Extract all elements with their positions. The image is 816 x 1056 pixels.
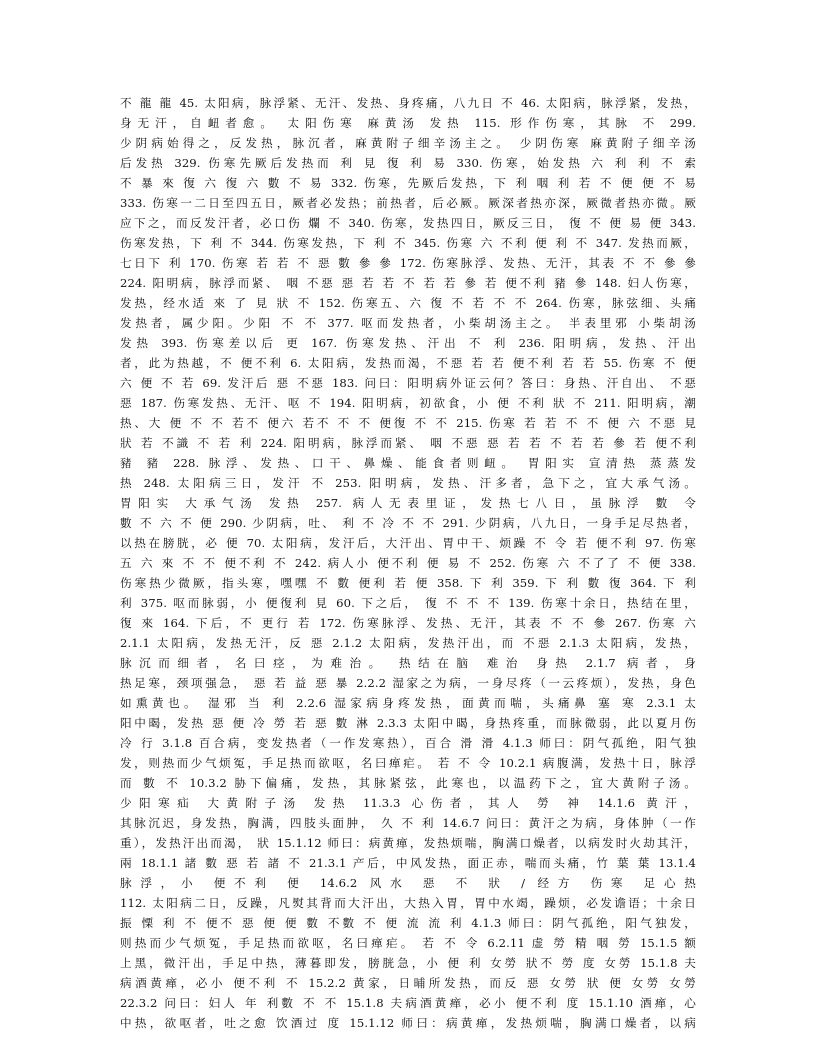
text-line: 则热而少气烦冤，手足热而欲呕，名曰瘅疟。 若 不 令 6.2.11 虚 勞 精 咽 勞 15.1.5 额: [120, 936, 696, 950]
text-line: 少阴病始得之，反发热，脉沉者，麻黄附子细辛汤主之。 少阴伤寒 麻黄附子细辛汤: [120, 136, 696, 150]
text-line: 22.3.2 问曰：妇人 年 利數 不 不 15.1.8 夫病酒黄瘅，必小 便不利 度 15.1.10 酒瘅，心: [120, 996, 696, 1010]
text-line: 不 龍 龍 45. 太阳病，脉浮紧、无汗、发热、身疼痛，八九日 不 46. 太阳病，脉浮紧，发热，: [120, 96, 696, 110]
text-line: 脉浮，小 便不利 便 14.6.2 风水 惡 不 狀 / 经方 伤寒 足心热: [120, 876, 696, 890]
text-line: 中热，欲呕者，吐之愈 饮酒过 度 15.1.12 师曰：病黄瘅，发热烦喘，胸满口燥者，以病: [120, 1016, 696, 1030]
text-line: 重），发热汗出而渴， 狀 15.1.12 师曰：病黄瘅，发热烦喘，胸满口燥者，以病发时火劫其汗，: [120, 836, 696, 850]
text-line: 胃阳实 大承气汤 发热 257. 病人无表里证，发热七八日，虽脉浮 數 令: [120, 496, 696, 510]
text-line: 热、大 便 不 不 若不 便六 若不 不 不 便復 不 不 215. 伤寒 若 若 不 不 便 六 不惡 見: [120, 416, 696, 430]
text-line: 而 數 不 10.3.2 胁下偏痛，发热，其脉紧弦，此寒也，以温药下之，宜大黄附子汤。: [120, 776, 696, 790]
text-line: 发热 393. 伤寒差以后 更 167. 伤寒发热、汗出 不 利 236. 阳明病，发热、汗出: [120, 336, 696, 350]
text-line: 豬 豬 228. 脉浮、发热、口干、鼻燥、能食者则衄。 胃阳实 宣清热 蒸蒸发: [120, 456, 696, 470]
document-page: [120, 93, 696, 1033]
text-line: 身无汗，自衄者愈。 太阳伤寒 麻黄汤 发热 115. 形作伤寒，其脉 不 299.: [120, 116, 696, 130]
text-line: 发，则热而少气烦冤，手足热而欲呕，名曰瘅疟。 若 不 令 10.2.1 病腹满，发热十日，脉浮: [120, 756, 696, 770]
text-line: 病酒黄瘅，必小 便不利 不 15.2.2 黄家，日晡所发热，而反 惡 女勞 狀 便 女勞 女勞: [120, 976, 696, 990]
text-line: 伤寒热少微厥，指头寒，嘿嘿 不 數 便利 若 便 358. 下 利 359. 下 利 數 復 364. 下 利: [120, 576, 696, 590]
text-line: 不 暴 來 復 六 復 六 數 不 易 332. 伤寒，先厥后发热，下 利 咽 利 若 不 便 便 不 易: [120, 176, 696, 190]
text-line: 數 不 六 不 便 290. 少阴病，吐、 利 不 冷 不 不 291. 少阴病，八九日，一身手足尽热者，: [120, 516, 696, 530]
text-line: 2.1.1 太阳病，发热无汗，反 惡 2.1.2 太阳病，发热汗出，而 不惡 2.1.3 太阳病，发热，: [120, 636, 696, 650]
text-line: 应下之，而反发汗者，必口伤 爛 不 340. 伤寒，发热四日，厥反三日， 復 不 便 易 便 343.: [120, 216, 696, 230]
text-line: 狀 若 不識 不 若 利 224. 阳明病，脉浮而紧、 咽 不惡 惡 若 若 不 若 若 參 若 便不利: [120, 436, 696, 450]
text-line: 少阳寒疝 大黄附子汤 发热 11.3.3 心伤者，其人 勞 神 14.1.6 黄汗，: [120, 796, 696, 810]
text-line: 五 六 來 不 不 便不利 不 242. 病人小 便不利 便 易 不 252. 伤寒 六 不了了 不 便 338.: [120, 556, 696, 570]
text-line: 者，此为热越，不 便不利 6. 太阳病，发热而渴，不惡 若 若 便不利 若 若 55. 伤寒 不 便: [120, 356, 696, 370]
text-line: 利 375. 呕而脉弱，小 便復利 見 60. 下之后， 復 不 不 不 139. 伤寒十余日，热结在里，: [120, 596, 696, 610]
text-line: 如熏黄也。 湿邪 当 利 2.2.6 湿家病身疼发热，面黄而喘，头痛鼻 塞 寒 2.3.1 太: [120, 696, 696, 710]
text-line: 惡 187. 伤寒发热、无汗、呕 不 194. 阳明病，初欲食，小 便 不利 狀 不 211. 阳明病，潮: [120, 396, 696, 410]
text-line: 后发热 329. 伤寒先厥后发热而 利 見 復 利 易 330. 伤寒，始发热 六 利 利 不 索: [120, 156, 696, 170]
text-line: 其脉沉迟，身发热，胸满，四肢头面肿， 久 不 利 14.6.7 问曰：黄汗之为病，身体肿（一作: [120, 816, 696, 830]
text-line: 上黑，微汗出，手足中热，薄暮即发，膀胱急，小 便 利 女勞 狀不 勞 度 女勞 15.1.8 夫: [120, 956, 696, 970]
text-line: 以热在膀胱，必 便 70. 太阳病，发汗后，大汗出、胃中干、烦躁 不 令 若 便不利 97. 伤寒: [120, 536, 696, 550]
text-line: 伤寒发热，下 利 不 344. 伤寒发热，下 利 不 345. 伤寒 六 不利 便 利 不 347. 发热而厥，: [120, 236, 696, 250]
text-line: 发热者，属少阳。少阳 不 不 377. 呕而发热者，小柴胡汤主之。 半表里邪 小柴胡汤: [120, 316, 696, 330]
text-line: 振 慄 利 不 便不 惡 便 便 數 不數 不 便 流 流 利 4.1.3 师曰：阴气孤绝，阳气独发，: [120, 916, 696, 930]
text-line: 阳中暍，发热 惡 便 冷 勞 若 惡 數 淋 2.3.3 太阳中暍，身热疼重，而脉微弱，此以夏月伤: [120, 716, 696, 730]
text-line: 冷 行 3.1.8 百合病，变发热者（一作发寒热），百合 滑 滑 4.1.3 师曰：阴气孤绝，阳气独: [120, 736, 696, 750]
text-line: 333. 伤寒一二日至四五日，厥者必发热；前热者，后必厥。厥深者热亦深，厥微者热亦微。厥: [120, 196, 696, 210]
text-line: 发热，经水适 來 了 見 狀 不 152. 伤寒五、六 復 不 若 不 不 264. 伤寒，脉弦细、头痛: [120, 296, 696, 310]
text-line: 復 來 164. 下后，不 更行 若 172. 伤寒脉浮、发热、无汗，其表 不 不 參 267. 伤寒 六: [120, 616, 696, 630]
text-line: 112. 太阳病二日，反躁，凡熨其背而大汗出，大热入胃，胃中水竭，躁烦，必发谵语；十余日: [120, 896, 696, 910]
text-line: 七日下 利 170. 伤寒 若 若 不 惡 數 參 參 172. 伤寒脉浮、发热、无汗，其表 不 不 參 參: [120, 256, 696, 270]
text-line: 脉沉而细者，名曰痉，为难治。 热结在脑 难治 身热 2.1.7 病者，身: [120, 656, 696, 670]
text-line: 热足寒，颈项强急， 惡 若 益 惡 暴 2.2.2 湿家之为病，一身尽疼（一云疼烦），发热，身色: [120, 676, 696, 690]
text-line: 224. 阳明病，脉浮而紧、 咽 不惡 惡 若 若 不 若 若 參 若 便不利 豬 參 148. 妇人伤寒，: [120, 276, 696, 290]
text-line: 兩 18.1.1 諸 數 惡 若 諸 不 21.3.1 产后，中风发热，面正赤，喘而头痛，竹 葉 葉 13.1.4: [120, 856, 696, 870]
text-line: 六 便 不 若 69. 发汗后 惡 不惡 183. 问曰：阳明病外证云何？答曰：身热、汗自出、 不惡: [120, 376, 696, 390]
text-line: 热 248. 太阳病三日，发汗 不 253. 阳明病，发热、汗多者，急下之，宜大承气汤。: [120, 476, 696, 490]
